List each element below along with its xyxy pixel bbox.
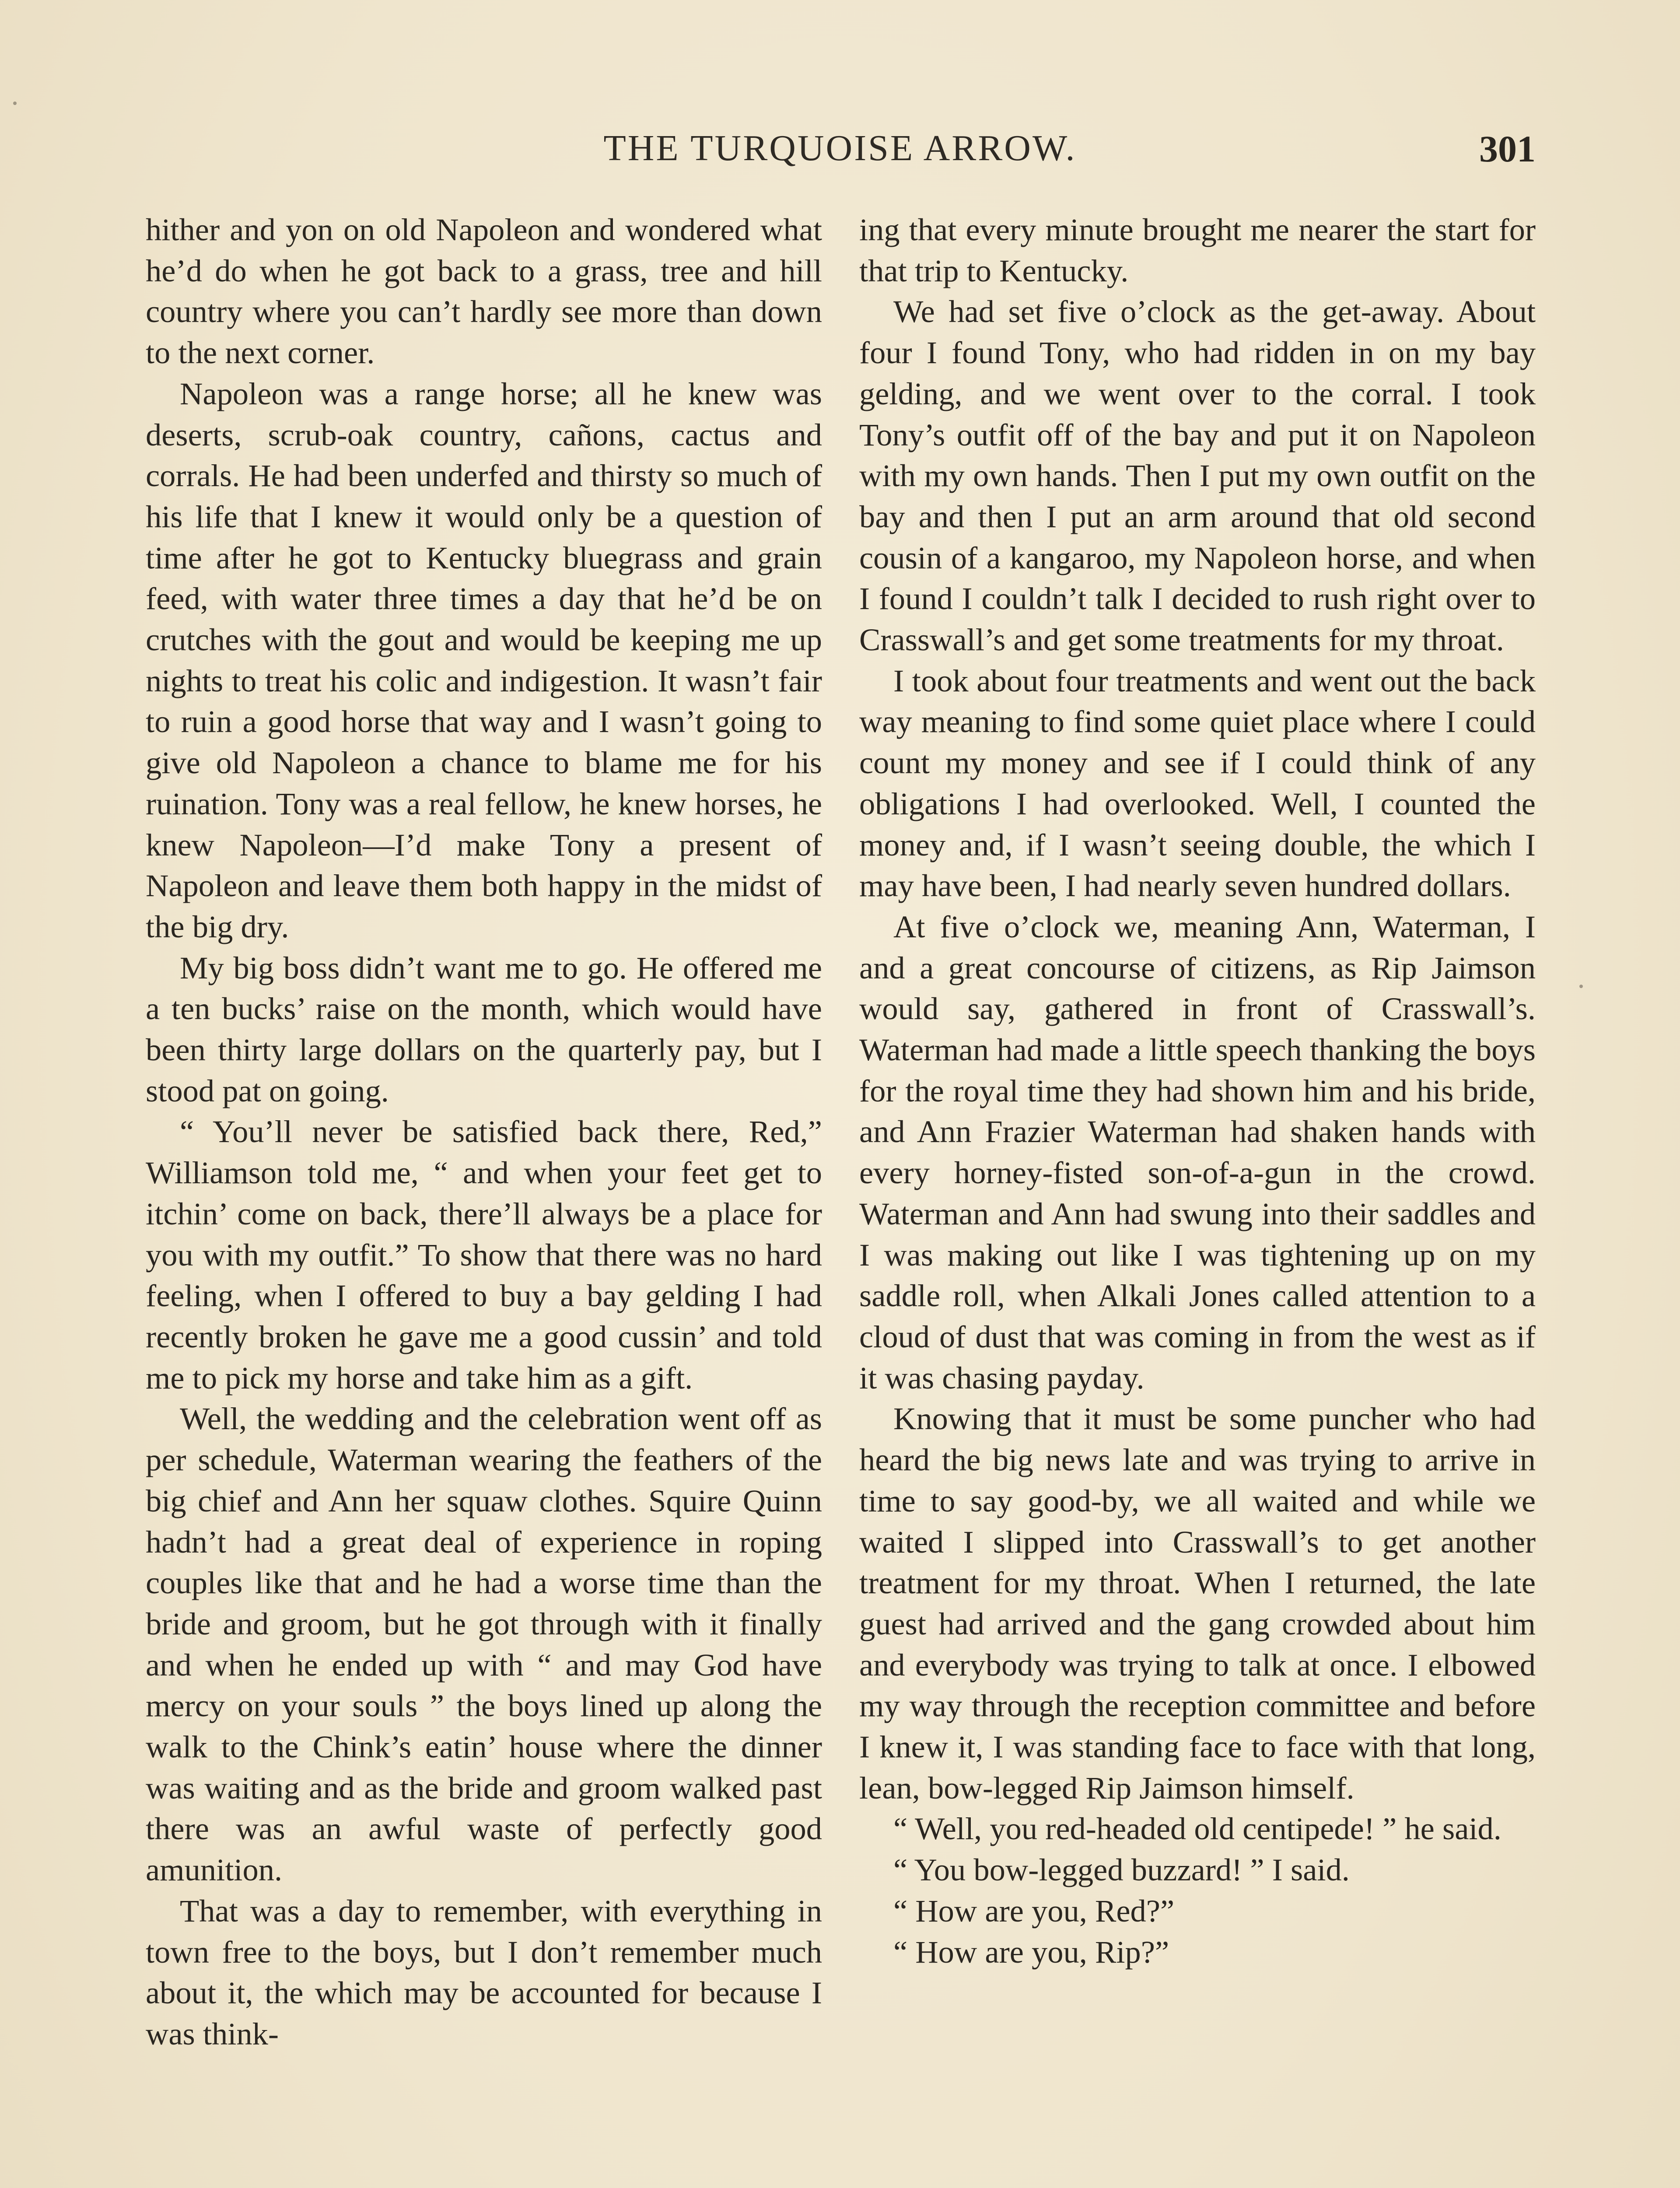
paper-speck: [13, 102, 17, 105]
paragraph: “ How are you, Red?”: [893, 1893, 1175, 1929]
paragraph: “ Well, you red-headed old centipede! ” he said.: [893, 1811, 1502, 1847]
paragraph: “ You bow-legged buzzard! ” I said.: [893, 1852, 1350, 1888]
paragraph: That was a day to remember, with everything in town free to the boys, but I don’t remember much about it, the which may be accounted for because I was think-: [146, 1893, 822, 2051]
running-head: THE TURQUOISE ARROW.: [603, 128, 1077, 168]
right-column: [859, 209, 1536, 1972]
paragraph: Napoleon was a range horse; all he knew was deserts, scrub-oak country, cañons, cactus and corrals. He had been underfed and thirsty so much of his life that I knew it would only be a question of time after he got to Kentucky bluegrass and grain feed, with water three times a day that he’d be on crutches with the gout and would be keeping me up nights to treat his colic and indigestion. It wasn’t fair to ruin a good horse that way and I wasn’t going to give old Napoleon a chance to blame me for his ruination. Tony was a real fellow, he knew horses, he knew Napoleon—I’d make Tony a present of Napoleon and leave them both happy in the midst of the big dry.: [146, 375, 822, 944]
paragraph: “ You’ll never be satisfied back there, Red,” Williamson told me, “ and when your feet get to itchin’ come on back, there’ll always be a place for you with my outfit.” To show that there was no hard feeling, when I offered to buy a bay gelding I had recently broken he gave me a good cussin’ and told me to pick my horse and take him as a gift.: [146, 1114, 822, 1396]
paragraph: hither and yon on old Napoleon and wondered what he’d do when he got back to a grass, tree and hill country where you can’t hardly see more than down to the next corner.: [146, 212, 822, 371]
left-column: [146, 209, 822, 2055]
page-header: [144, 127, 1536, 184]
page-number: 301: [1479, 128, 1536, 170]
paragraph: At five o’clock we, meaning Ann, Waterman, I and a great concourse of citizens, as Rip Jaimson would say, gathered in front of Crasswall’s. Waterman had made a little speech thanking the boys for the royal time they had shown him and his bride, and Ann Frazier Waterman had shaken hands with every horney-fisted son-of-a-gun in the crowd. Waterman and Ann had swung into their saddles and I was making out like I was tightening up on my saddle roll, when Alkali Jones called attention to a cloud of dust that was coming in from the west as if it was chasing payday.: [859, 908, 1536, 1396]
paragraph: Knowing that it must be some puncher who had heard the big news late and was trying to arrive in time to say good-by, we all waited and while we waited I slipped into Crasswall’s to get another treatment for my throat. When I returned, the late guest had arrived and the gang crowded about him and everybody was trying to talk at once. I elbowed my way through the reception committee and before I knew it, I was standing face to face with that long, lean, bow-legged Rip Jaimson himself.: [859, 1401, 1536, 1806]
paragraph: “ How are you, Rip?”: [893, 1934, 1169, 1970]
paragraph: ing that every minute brought me nearer the start for that trip to Kentucky.: [859, 212, 1536, 288]
paragraph: We had set five o’clock as the get-away. About four I found Tony, who had ridden in on my bay gelding, and we went over to the corral. I took Tony’s outfit off of the bay and put it on Napoleon with my own hands. Then I put my own outfit on the bay and then I put an arm around that old second cousin of a kangaroo, my Napoleon horse, and when I found I couldn’t talk I decided to rush right over to Crasswall’s and get some treatments for my throat.: [859, 294, 1536, 658]
paper-speck: [1579, 985, 1583, 988]
paragraph: My big boss didn’t want me to go. He offered me a ten bucks’ raise on the month, which would have been thirty large dollars on the quarterly pay, but I stood pat on going.: [146, 950, 822, 1108]
paragraph: Well, the wedding and the celebration went off as per schedule, Waterman wearing the feathers of the big chief and Ann her squaw clothes. Squire Quinn hadn’t had a great deal of experience in roping couples like that and he had a worse time than the bride and groom, but he got through with it finally and when he ended up with “ and may God have mercy on your souls ” the boys lined up along the walk to the Chink’s eatin’ house where the dinner was waiting and as the bride and groom walked past there was an awful waste of perfectly good amunition.: [146, 1401, 822, 1888]
paragraph: I took about four treatments and went out the back way meaning to find some quiet place where I could count my money and see if I could think of any obligations I had overlooked. Well, I counted the money and, if I wasn’t seeing double, the which I may have been, I had nearly seven hundred dollars.: [859, 663, 1536, 904]
